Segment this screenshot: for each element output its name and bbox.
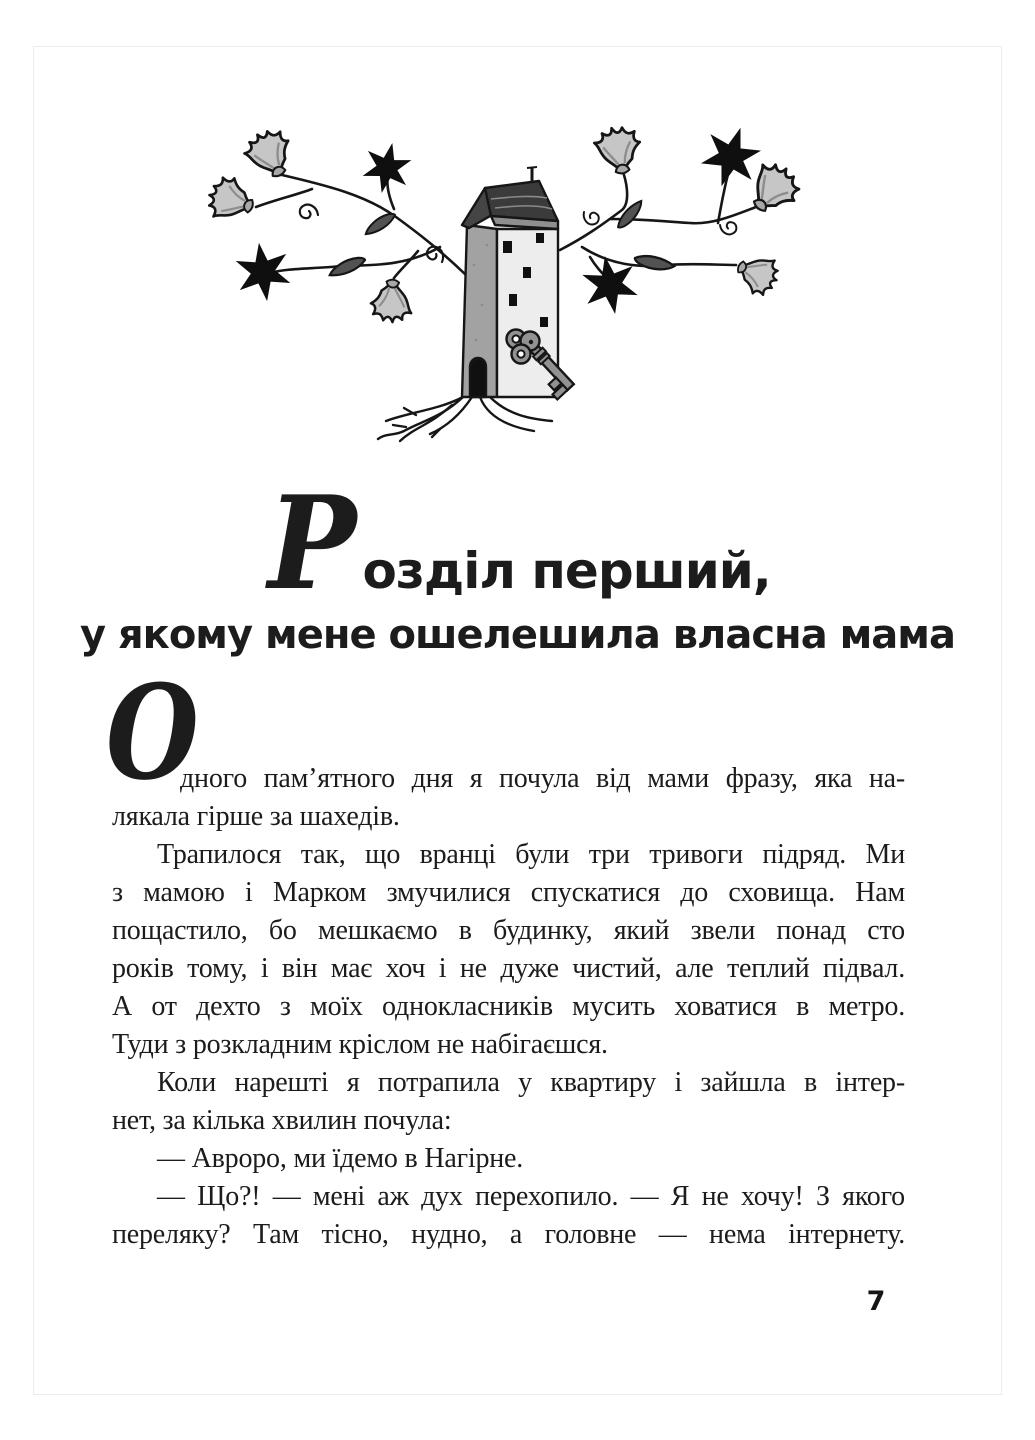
chapter-title-line1: [0, 468, 1035, 618]
text-line: нет, за кілька хвилин почула:: [112, 1105, 452, 1136]
text-line: років тому, і він має хоч і не дуже чистий, але теплий підвал.: [112, 953, 905, 984]
text-line: А от дехто з моїх однокласників мусить ховатися в метро.: [112, 991, 905, 1022]
text-line: Трапилося так, що вранці були три тривоги підряд. Ми: [157, 839, 905, 870]
text-line: з мамою і Марком змучилися спускатися до сховища. Нам: [112, 877, 905, 908]
text-line: Туди з розкладним кріслом не набігаєшся.: [112, 1029, 608, 1060]
page-number: 7: [866, 1286, 886, 1317]
paragraph: [112, 1178, 905, 1254]
body-text: [106, 656, 905, 1254]
text-line: пощастило, бо мешкаємо в будинку, який звели понад сто: [112, 915, 905, 946]
text-line: — Авроро, ми їдемо в Нагірне.: [157, 1143, 524, 1174]
paragraph: [112, 1064, 905, 1140]
title-line1-text: озділ перший,: [362, 542, 771, 600]
chapter-title-line2: у якому мене ошелешила власна мама: [79, 612, 955, 658]
drop-cap: О: [106, 656, 199, 809]
text-line: переляку? Там тісно, нудно, а головне — нема інтернету.: [112, 1219, 905, 1250]
text-line: лякала гірше за шахедів.: [112, 801, 400, 832]
chapter-title: [0, 468, 1035, 658]
text-line: дного пам’ятного дня я почула від мами фразу, яка на-: [180, 763, 905, 794]
text-line: — Що?! — мені аж дух перехопило. — Я не хочу! З якого: [157, 1181, 905, 1212]
text-line: Коли нарешті я потрапила у квартиру і зайшла в інтер-: [157, 1067, 905, 1098]
paragraph: [112, 760, 905, 836]
roots: [378, 397, 552, 441]
title-initial: Р: [268, 469, 357, 619]
house-illustration: [190, 115, 810, 455]
paragraph: [112, 1140, 905, 1178]
paragraph: [112, 836, 905, 1064]
